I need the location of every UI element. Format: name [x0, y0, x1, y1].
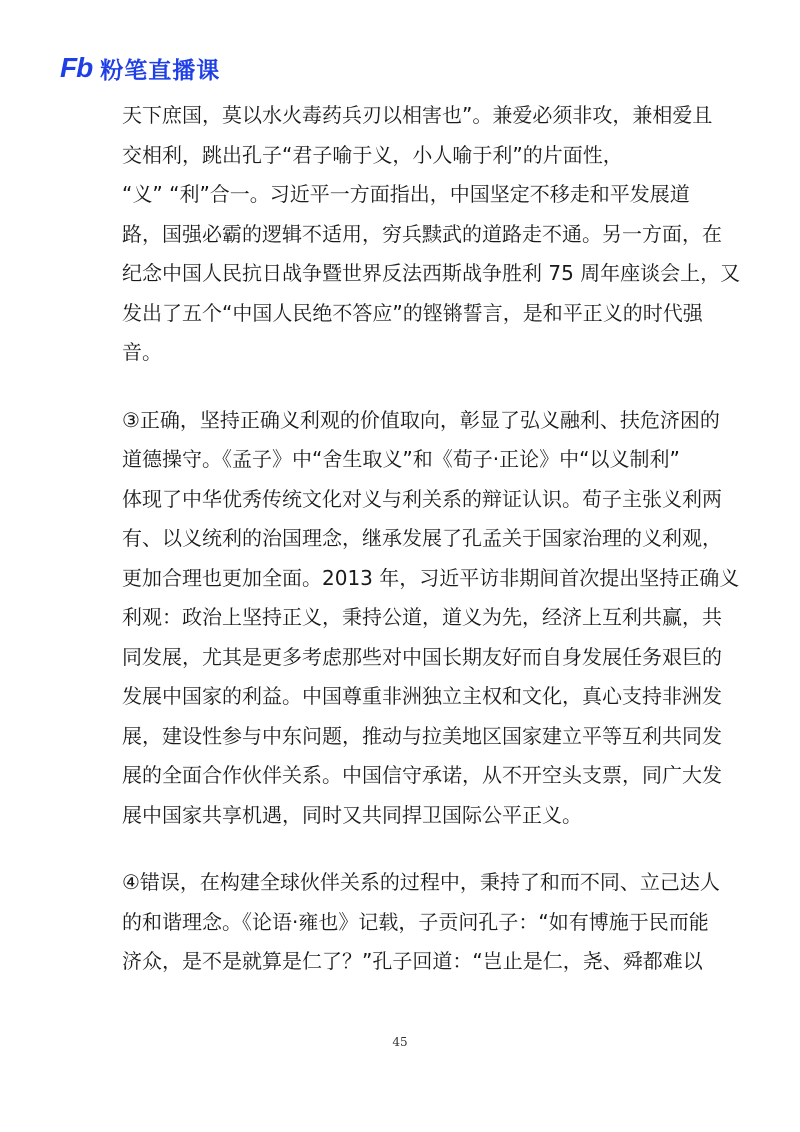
text-line: 有、以义统利的治国理念，继承发展了孔孟关于国家治理的义利观，: [122, 526, 722, 550]
text-line: 交相利，跳出孔子“君子喻于义，小人喻于利”的片面性，: [122, 142, 623, 167]
text-line: 音。: [122, 340, 162, 364]
text-line: 展中国家共享机遇，同时又共同捍卫国际公平正义。: [122, 802, 582, 827]
fenbi-logo-icon: Fb: [60, 52, 93, 83]
text-line: 利观：政治上坚持正义，秉持公道，道义为先，经济上互利共赢，共: [122, 605, 722, 629]
text-line: ③正确，坚持正确义利观的价值取向，彰显了弘义融利、扶危济困的: [122, 407, 720, 432]
text-line: 发出了五个“中国人民绝不答应”的铿锵誓言，是和平正义的时代强: [122, 300, 703, 325]
text-line: 道德操守。《孟子》中“舍生取义”和《荀子·正论》中“以义制利”: [122, 447, 680, 471]
document-body: [122, 96, 741, 982]
paragraph: [122, 401, 740, 836]
text-line: 天下庶国，莫以水火毒药兵刃以相害也”。兼爱必须非攻，兼相爱且: [122, 103, 713, 127]
text-line: 体现了中华优秀传统文化对义与利关系的辩证认识。荀子主张义利两: [122, 486, 722, 511]
page-number: 45: [392, 1035, 408, 1049]
text-line: 的和谐理念。《论语·雍也》记载，子贡问孔子：“如有博施于民而能: [122, 909, 709, 934]
paragraph-gap: [122, 835, 682, 863]
text-line: 纪念中国人民抗日战争暨世界反法西斯战争胜利 75 周年座谈会上，又: [122, 261, 741, 285]
text-line: 发展中国家的利益。中国尊重非洲独立主权和文化，真心支持非洲发: [122, 684, 722, 708]
text-line: 同发展，尤其是更多考虑那些对中国长期友好而自身发展任务艰巨的: [122, 644, 722, 669]
text-line: ④错误，在构建全球伙伴关系的过程中，秉持了和而不同、立己达人: [122, 870, 720, 894]
paragraph: [122, 96, 741, 373]
brand-name: 粉笔直播课: [100, 57, 221, 84]
text-line: “义” “利”合一。习近平一方面指出，中国坚定不移走和平发展道: [122, 182, 690, 206]
brand-header: [60, 50, 220, 86]
text-line: 济众，是不是就算是仁了？”孔子回道：“岂止是仁，尧、舜都难以: [122, 949, 703, 973]
text-line: 路，国强必霸的逻辑不适用，穷兵黩武的道路走不通。另一方面，在: [122, 221, 722, 246]
text-line: 更加合理也更加全面。2013 年，习近平访非期间首次提出坚持正确义: [122, 565, 740, 590]
text-line: 展的全面合作伙伴关系。中国信守承诺，从不开空头支票，同广大发: [122, 763, 722, 787]
paragraph: [122, 863, 720, 982]
paragraph-gap: [122, 373, 682, 401]
text-line: 展，建设性参与中东问题，推动与拉美地区国家建立平等互利共同发: [122, 723, 722, 748]
